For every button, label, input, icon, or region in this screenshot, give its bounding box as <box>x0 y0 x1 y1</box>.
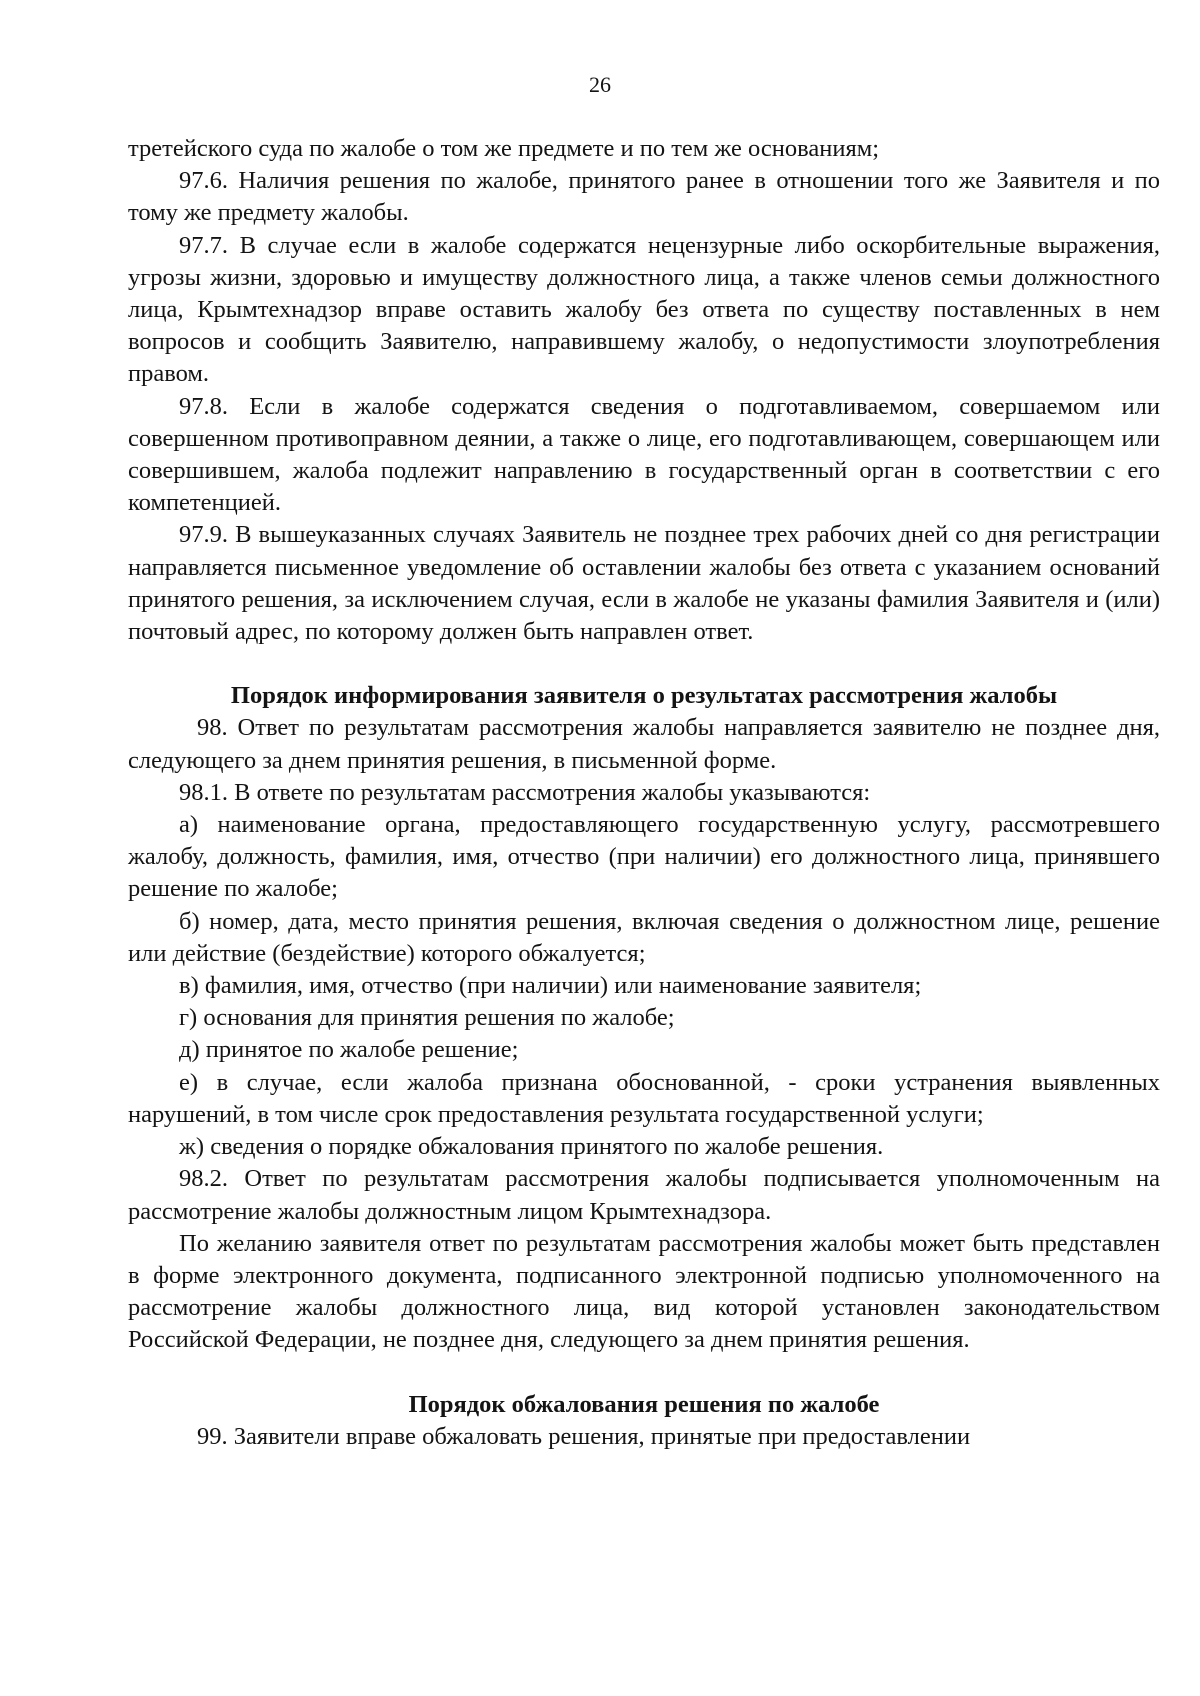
paragraph-99: 99. Заявители вправе обжаловать решения, принятые при предоставлении <box>197 1422 971 1450</box>
section-spacer <box>128 648 1160 680</box>
list-item-v: в) фамилия, имя, отчество (при наличии) или наименование заявителя; <box>179 972 922 1000</box>
list-item-zh: ж) сведения о порядке обжалования принятого по жалобе решения. <box>179 1133 884 1161</box>
section-spacer <box>128 1357 1160 1389</box>
list-item-d: д) принятое по жалобе решение; <box>179 1036 519 1064</box>
paragraph-97-7: 97.7. В случае если в жалобе содержатся нецензурные либо оскорбительные выражения, угрозы жизни, здоровью и имуществу должностного лица, а также членов семьи должностного лица, Крымтехнадзор вправе оставить жалобу без ответа по существу поставленных в нем вопросов и сообщить Заявителю, направившему жалобу, о недопустимости злоупотребления правом. <box>128 231 1160 388</box>
page-number: 26 <box>589 72 611 97</box>
paragraph-electronic-answer: По желанию заявителя ответ по результатам рассмотрения жалобы может быть представлен в форме электронного документа, подписанного электронной подписью уполномоченного на рассмотрение жалобы должностного лица, вид которой установлен законодательством Российской Федерации, не позднее дня, следующего за днем принятия решения. <box>128 1229 1160 1354</box>
section-heading-appeal: Порядок обжалования решения по жалобе <box>408 1390 880 1418</box>
list-item-g: г) основания для принятия решения по жалобе; <box>179 1004 675 1032</box>
paragraph-98: 98. Ответ по результатам рассмотрения жалобы направляется заявителю не позднее дня, следующего за днем принятия решения, в письменной форме. <box>128 714 1160 774</box>
paragraph-97-9: 97.9. В вышеуказанных случаях Заявитель не позднее трех рабочих дней со дня регистрации направляется письменное уведомление об оставлении жалобы без ответа с указанием оснований принятого решения, за исключением случая, если в жалобе не указаны фамилия Заявителя и (или) почтовый адрес, по которому должен быть направлен ответ. <box>128 521 1160 646</box>
paragraph-97-6: 97.6. Наличия решения по жалобе, принятого ранее в отношении того же Заявителя и по тому же предмету жалобы. <box>128 167 1160 227</box>
paragraph-98-2: 98.2. Ответ по результатам рассмотрения жалобы подписывается уполномоченным на рассмотрение жалобы должностным лицом Крымтехнадзора. <box>128 1165 1160 1225</box>
list-item-b: б) номер, дата, место принятия решения, включая сведения о должностном лице, решение или действие (бездействие) которого обжалуется; <box>128 907 1160 967</box>
document-body <box>128 133 1160 1453</box>
paragraph-continuation: третейского суда по жалобе о том же предмете и по тем же основаниям; <box>128 135 880 162</box>
section-heading-informing: Порядок информирования заявителя о результатах рассмотрения жалобы <box>230 682 1058 710</box>
paragraph-97-8: 97.8. Если в жалобе содержатся сведения о подготавливаемом, совершаемом или совершенном противоправном деянии, а также о лице, его подготавливающем, совершающем или совершившем, жалоба подлежит направлению в государственный орган в соответствии с его компетенцией. <box>128 392 1160 517</box>
list-item-e: е) в случае, если жалоба признана обоснованной, - сроки устранения выявленных нарушений, в том числе срок предоставления результата государственной услуги; <box>128 1068 1160 1128</box>
list-item-a: а) наименование органа, предоставляющего государственную услугу, рассмотревшего жалобу, должность, фамилия, имя, отчество (при наличии) его должностного лица, принявшего решение по жалобе; <box>128 811 1160 903</box>
paragraph-98-1: 98.1. В ответе по результатам рассмотрения жалобы указываются: <box>179 778 871 806</box>
